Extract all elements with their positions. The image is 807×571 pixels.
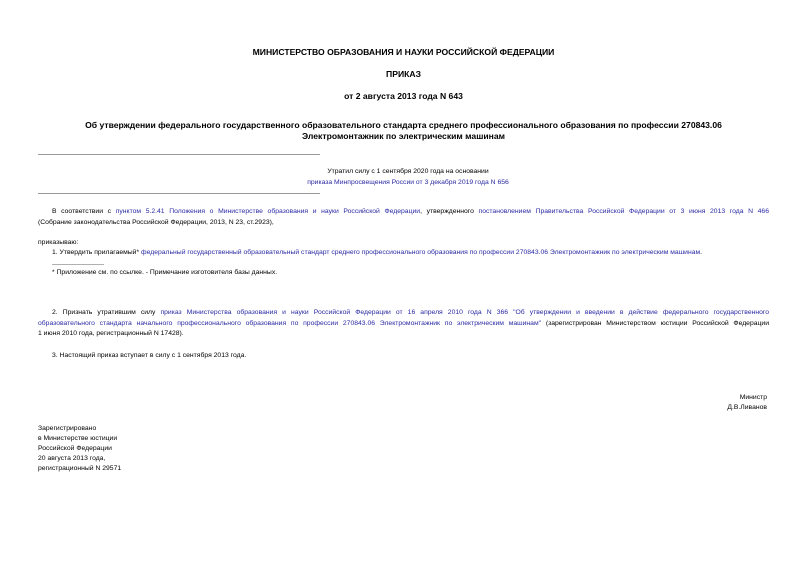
registration-line-3: Российской Федерации [38, 445, 112, 452]
status-note-text: Утратил силу с 1 сентября 2020 года на основании [327, 168, 489, 175]
preamble-link-regulation[interactable]: пунктом 5.2.41 Положения о Министерстве образования и науки Российской Федерации [115, 208, 421, 215]
signature-position: Министр [739, 394, 767, 401]
preamble-text-2: , утвержденного [420, 208, 479, 215]
footnote-divider [52, 264, 104, 265]
registration-line-4: 20 августа 2013 года, [38, 455, 106, 462]
date-number-heading: от 2 августа 2013 года N 643 [344, 91, 463, 101]
title-line-1: Об утверждении федерального государственного образовательного стандарта среднего профессионального образования по профессии 270843.06 [85, 120, 722, 130]
preamble-text-1: В соответствии с [52, 208, 116, 215]
item-2-order-link-part1[interactable]: приказ Министерства образования и науки Российской Федерации от 16 апреля 2010 года N 366 "Об утверждении и введении в действие федерального государственного [160, 309, 769, 316]
item-2-order-link-part2[interactable]: образовательного стандарта начального профессионального образования по профессии 270843.06 Электромонтажник по электрическим машинам" [38, 319, 542, 327]
divider-bottom [38, 193, 320, 194]
registration-line-5: регистрационный N 29571 [38, 465, 122, 472]
registration-line-2: в Министерстве юстиции [38, 435, 118, 442]
signature-name: Д.В.Ливанов [727, 404, 767, 411]
preamble-link-decree[interactable]: постановлением Правительства Российской Федерации от 3 июня 2013 года N 466 [478, 208, 769, 215]
item-2-paragraph [38, 308, 769, 340]
item-1 [52, 248, 702, 258]
item-2-line3: 1 июня 2010 года, регистрационный N 17428). [38, 330, 184, 337]
divider-top [38, 154, 320, 155]
item-1-prefix: 1. Утвердить прилагаемый* [52, 249, 142, 256]
item-1-suffix: . [700, 249, 703, 256]
item-2-prefix: 2. Признать утратившим силу [52, 309, 161, 316]
preamble-paragraph [38, 207, 769, 228]
order-word: приказываю: [38, 239, 79, 246]
registration-block [38, 424, 121, 474]
doc-type-heading: ПРИКАЗ [386, 69, 421, 79]
preamble-text-3: (Собрание законодательства Российской Федерации, 2013, N 23, ст.2923), [38, 218, 274, 226]
item-2-suffix: (зарегистрирован Министерством юстиции Российской Федерации [541, 319, 770, 327]
item-3: 3. Настоящий приказ вступает в силу с 1 сентября 2013 года. [52, 352, 247, 359]
ministry-heading: МИНИСТЕРСТВО ОБРАЗОВАНИЯ И НАУКИ РОССИЙСКОЙ ФЕДЕРАЦИИ [252, 47, 555, 57]
footnote: * Приложение см. по ссылке. - Примечание изготовителя базы данных. [52, 269, 278, 276]
registration-line-1: Зарегистрировано [38, 425, 97, 432]
title-line-2: Электромонтажник по электрическим машинам [302, 131, 505, 141]
status-note-link[interactable]: приказа Минпросвещения России от 3 декабря 2019 года N 656 [307, 179, 509, 186]
item-1-standard-link[interactable]: федеральный государственный образовательный стандарт среднего профессионального образования по профессии 270843.06 Электромонтажник по электрическим машинам [141, 249, 701, 256]
